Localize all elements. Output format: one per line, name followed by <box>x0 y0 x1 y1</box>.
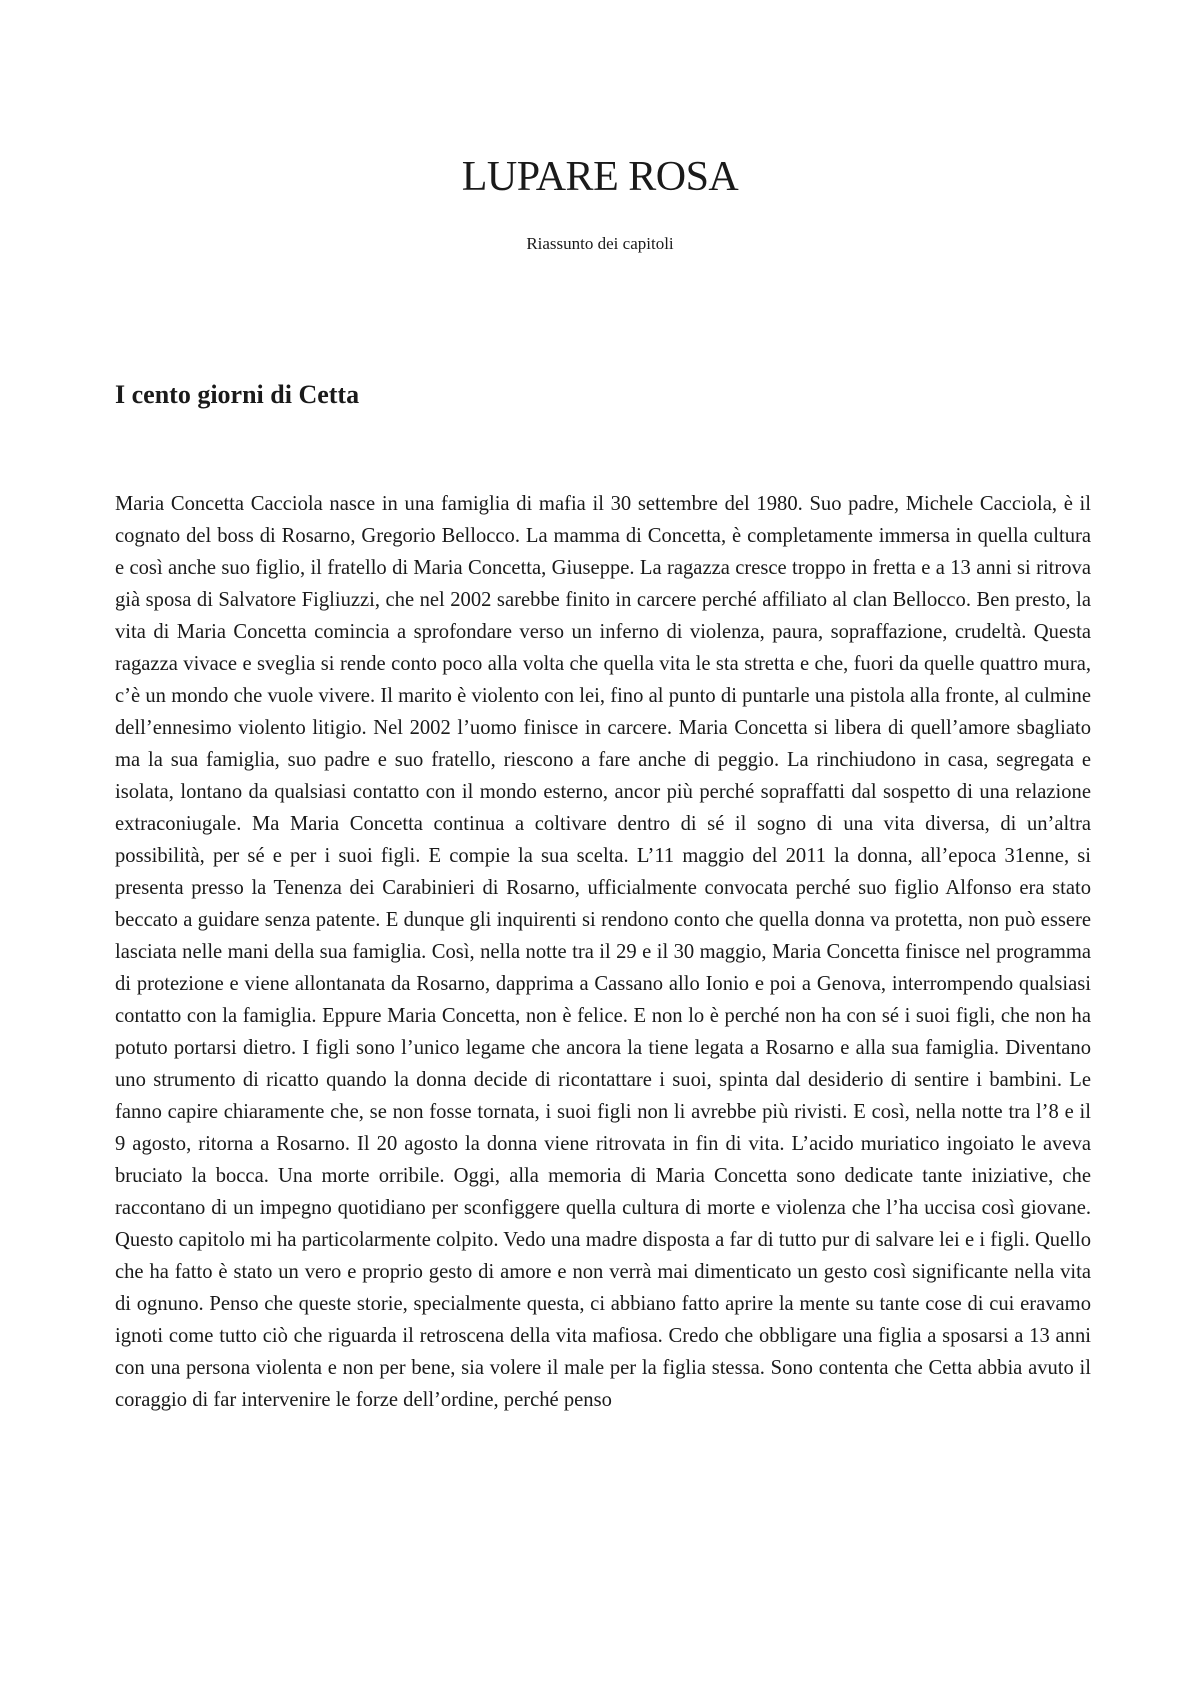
document-title: LUPARE ROSA <box>461 154 739 200</box>
document-subtitle: Riassunto dei capitoli <box>526 234 674 253</box>
chapter-heading: I cento giorni di Cetta <box>115 380 360 409</box>
chapter-paragraph: Maria Concetta Cacciola nasce in una famiglia di mafia il 30 settembre del 1980. Suo padre, Michele Cacciola, è il cognato del boss di Rosarno, Gregorio Bellocco. La mamma di Concetta, è completamente immersa in quella cultura e così anche suo figlio, il fratello di Maria Concetta, Giuseppe. La ragazza cresce troppo in fretta e a 13 anni si ritrova già sposa di Salvatore Figliuzzi, che nel 2002 sarebbe finito in carcere perché affiliato al clan Bellocco. Ben presto, la vita di Maria Concetta comincia a sprofondare verso un inferno di violenza, paura, sopraffazione, crudeltà. Questa ragazza vivace e sveglia si rende conto poco alla volta che quella vita le sta stretta e che, fuori da quelle quattro mura, c’è un mondo che vuole vivere. Il marito è violento con lei, fino al punto di puntarle una pistola alla fronte, al culmine dell’ennesimo violento litigio. Nel 2002 l’uomo finisce in carcere. Maria Concetta si libera di quell’amore sbagliato ma la sua famiglia, suo padre e suo fratello, riescono a fare anche di peggio. La rinchiudono in casa, segregata e isolata, lontano da qualsiasi contatto con il mondo esterno, ancor più perché sopraffatti dal sospetto di una relazione extraconiugale. Ma Maria Concetta continua a coltivare dentro di sé il sogno di una vita diversa, di un’altra possibilità, per sé e per i suoi figli. E compie la sua scelta. L’11 maggio del 2011 la donna, all’epoca 31enne, si presenta presso la Tenenza dei Carabinieri di Rosarno, ufficialmente convocata perché suo figlio Alfonso era stato beccato a guidare senza patente. E dunque gli inquirenti si rendono conto che quella donna va protetta, non può essere lasciata nelle mani della sua famiglia. Così, nella notte tra il 29 e il 30 maggio, Maria Concetta finisce nel programma di protezione e viene allontanata da Rosarno, dapprima a Cassano allo Ionio e poi a Genova, interrompendo qualsiasi contatto con la famiglia. Eppure Maria Concetta, non è felice. E non lo è perché non ha con sé i suoi figli, che non ha potuto portarsi dietro. I figli sono l’unico legame che ancora la tiene legata a Rosarno e alla sua famiglia. Diventano uno strumento di ricatto quando la donna decide di ricontattare i suoi, spinta dal desiderio di sentire i bambini. Le fanno capire chiaramente che, se non fosse tornata, i suoi figli non li avrebbe più rivisti. E così, nella notte tra l’8 e il 9 agosto, ritorna a Rosarno. Il 20 agosto la donna viene ritrovata in fin di vita. L’acido muriatico ingoiato le aveva bruciato la bocca. Una morte orribile. Oggi, alla memoria di Maria Concetta sono dedicate tante iniziative, che raccontano di un impegno quotidiano per sconfiggere quella cultura di morte e violenza che l’ha uccisa così giovane. Questo capitolo mi ha particolarmente colpito. Vedo una madre disposta a far di tutto pur di salvare lei e i figli. Quello che ha fatto è stato un vero e proprio gesto di amore e non verrà mai dimenticato un gesto così significante nella vita di ognuno. Penso che queste storie, specialmente questa, ci abbiano fatto aprire la mente su tante cose di cui eravamo ignoti come tutto ciò che riguarda il retroscena della vita mafiosa. Credo che obbligare una figlia a sposarsi a 13 anni con una persona violenta e non per bene, sia volere il male per la figlia stessa. Sono contenta che Cetta abbia avuto il coraggio di far intervenire le forze dell’ordine, perché penso <box>115 493 1091 1411</box>
